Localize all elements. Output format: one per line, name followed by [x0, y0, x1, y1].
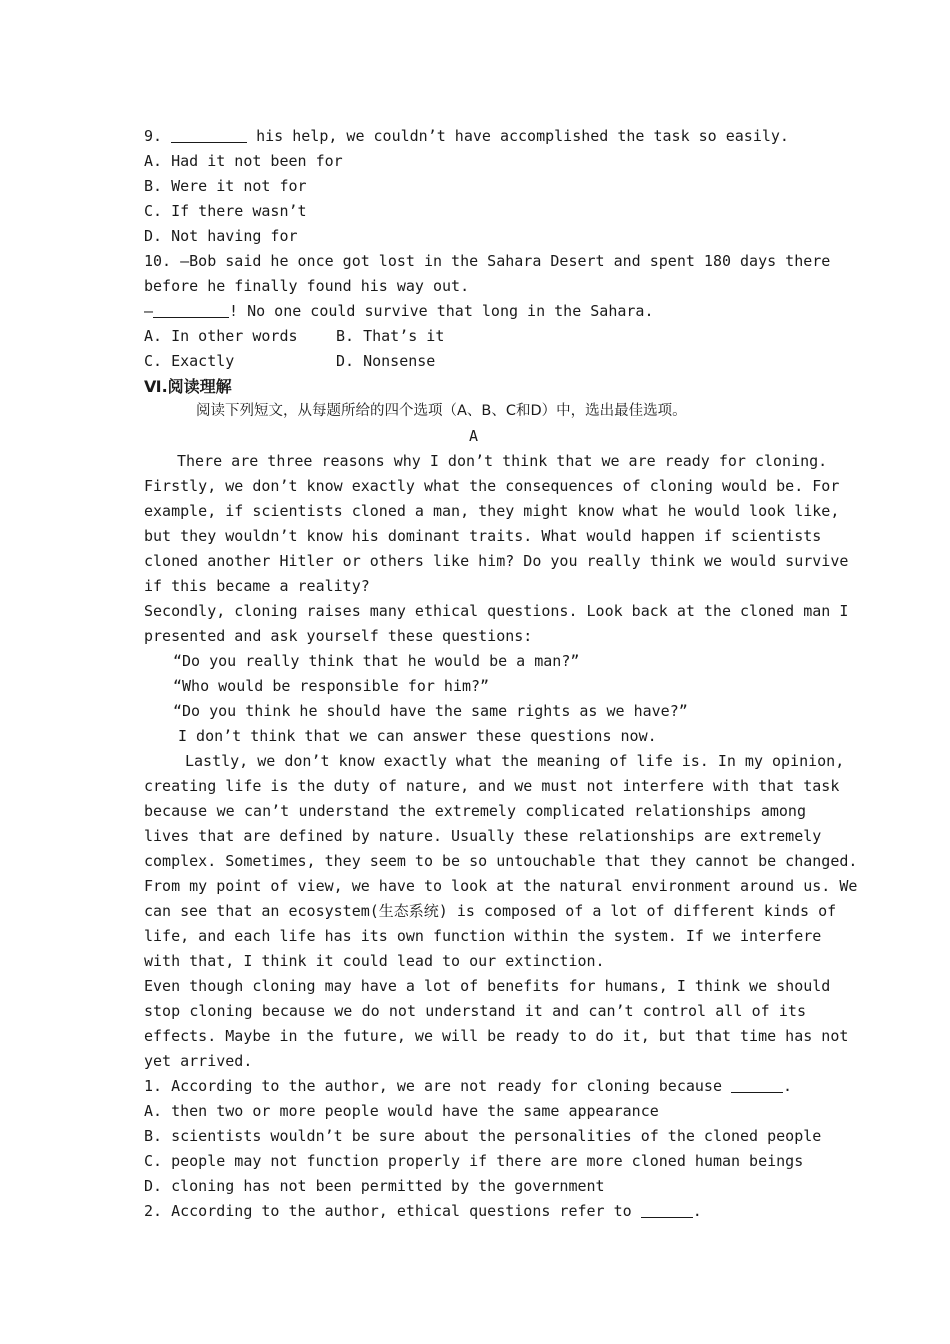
- passage-quote: “Do you really think that he would be a man?”: [173, 652, 580, 670]
- section-heading: Ⅵ.阅读理解: [144, 377, 232, 396]
- q10-stem-line2: before he finally found his way out.: [144, 277, 470, 295]
- q9-option-b: B. Were it not for: [144, 177, 307, 195]
- q10-option-d: D. Nonsense: [336, 352, 436, 370]
- q1-option-c: C. people may not function properly if there are more cloned human beings: [144, 1152, 804, 1170]
- passage-line: stop cloning because we do not understand it and can’t control all of its: [144, 1002, 806, 1020]
- q10-options-row1: [144, 324, 445, 349]
- passage-line: with that, I think it could lead to our extinction.: [144, 952, 605, 970]
- q1-stem: 1. According to the author, we are not ready for cloning because .: [144, 1077, 793, 1095]
- answer-blank: [641, 1202, 693, 1218]
- q9-option-a: A. Had it not been for: [144, 152, 343, 170]
- passage-line: but they wouldn’t know his dominant traits. What would happen if scientists: [144, 527, 822, 545]
- passage-quote: “Who would be responsible for him?”: [173, 677, 490, 695]
- q10-option-c: C. Exactly: [144, 352, 235, 370]
- passage-line: example, if scientists cloned a man, they might know what he would look like,: [144, 502, 840, 520]
- passage-line: life, and each life has its own function within the system. If we interfere: [144, 927, 822, 945]
- passage-line: yet arrived.: [144, 1052, 253, 1070]
- passage-line: From my point of view, we have to look at the natural environment around us. We: [144, 877, 858, 895]
- passage-line: Lastly, we don’t know exactly what the meaning of life is. In my opinion,: [185, 752, 845, 770]
- q1-option-b: B. scientists wouldn’t be sure about the personalities of the cloned people: [144, 1127, 822, 1145]
- q10-options-row2: [144, 349, 436, 374]
- q10-option-b: B. That’s it: [336, 327, 445, 345]
- q9-option-d: D. Not having for: [144, 227, 298, 245]
- passage-line: I don’t think that we can answer these questions now.: [178, 727, 657, 745]
- passage-line: Even though cloning may have a lot of benefits for humans, I think we should: [144, 977, 831, 995]
- passage-line: presented and ask yourself these questions:: [144, 627, 533, 645]
- q1-option-d: D. cloning has not been permitted by the government: [144, 1177, 605, 1195]
- passage-line: can see that an ecosystem(生态系统) is composed of a lot of different kinds of: [144, 902, 837, 920]
- q9-stem: 9. his help, we couldn’t have accomplished the task so easily.: [144, 127, 789, 145]
- passage-line: if this became a reality?: [144, 577, 370, 595]
- answer-blank: [153, 302, 229, 318]
- passage-line: lives that are defined by nature. Usually these relationships are extremely: [144, 827, 822, 845]
- passage-line: There are three reasons why I don’t think that we are ready for cloning.: [177, 452, 828, 470]
- passage-line: cloned another Hitler or others like him? Do you really think we would survive: [144, 552, 849, 570]
- passage-line: complex. Sometimes, they seem to be so untouchable that they cannot be changed.: [144, 852, 858, 870]
- answer-blank: [171, 127, 247, 143]
- q10-stem-line1: 10. —Bob said he once got lost in the Sahara Desert and spent 180 days there: [144, 252, 831, 270]
- passage-line: because we can’t understand the extremely complicated relationships among: [144, 802, 806, 820]
- q10-option-a: A. In other words: [144, 327, 298, 345]
- passage-line: Secondly, cloning raises many ethical questions. Look back at the cloned man I: [144, 602, 849, 620]
- q10-reply: — ! No one could survive that long in the Sahara.: [144, 302, 654, 320]
- passage-line: creating life is the duty of nature, and we must not interfere with that task: [144, 777, 840, 795]
- q2-stem: 2. According to the author, ethical questions refer to .: [144, 1202, 702, 1220]
- answer-blank: [731, 1077, 783, 1093]
- section-instruction: 阅读下列短文，从每题所给的四个选项（A、B、C和D）中，选出最佳选项。: [196, 403, 687, 419]
- passage-line: Firstly, we don’t know exactly what the consequences of cloning would be. For: [144, 477, 840, 495]
- passage-line: effects. Maybe in the future, we will be ready to do it, but that time has not: [144, 1027, 849, 1045]
- q9-option-c: C. If there wasn’t: [144, 202, 307, 220]
- passage-label: A: [469, 427, 479, 445]
- passage-quote: “Do you think he should have the same rights as we have?”: [173, 702, 688, 720]
- q1-option-a: A. then two or more people would have the same appearance: [144, 1102, 659, 1120]
